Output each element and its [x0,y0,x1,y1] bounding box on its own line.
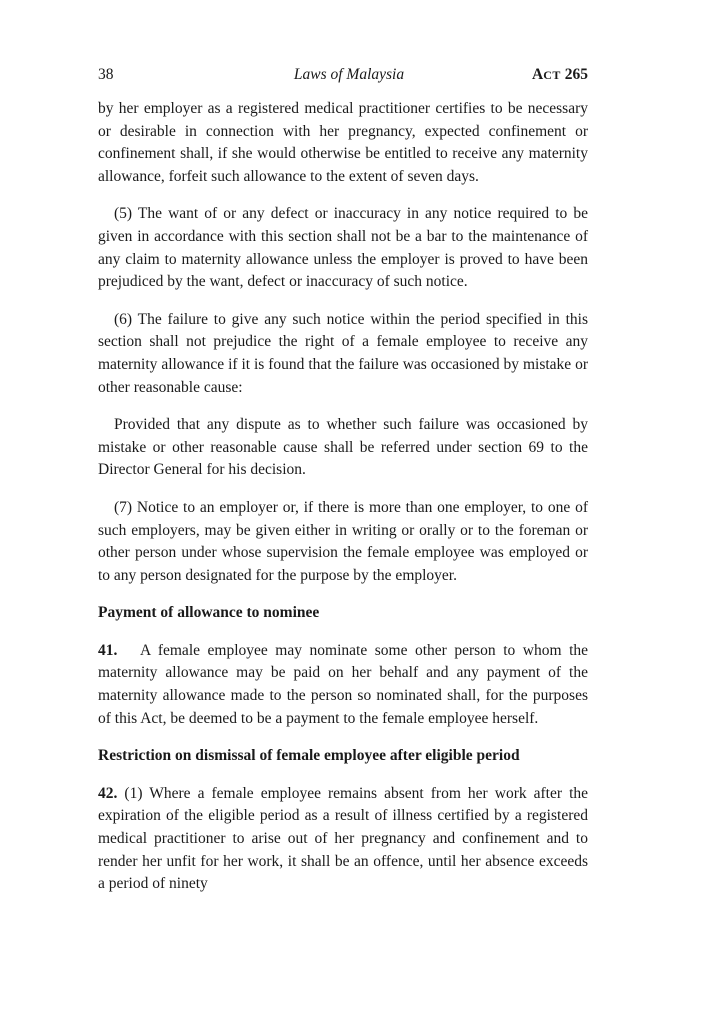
section-41-number: 41. [98,641,118,659]
act-prefix: A [532,66,544,83]
section-42-text: (1) Where a female employee remains absent from her work after the expiration of the eligible period as a result of illness certified by a registered medical practitioner to arise out of her pregnancy and confinement and to render her unfit for her work, it shall be an offence, until her absence exceeds a period of ninety [98,784,589,893]
section-42 [98,783,588,896]
act-label [532,66,588,84]
act-number: 265 [564,66,588,83]
subsection-6: (6) The failure to give any such notice within the period specified in this section shall not prejudice the right of a female employee to receive any maternity allowance if it is found that the failure was occasioned by mistake or other reasonable cause: [98,310,588,396]
section-heading-41: Payment of allowance to nominee [98,604,320,622]
act-small-caps: CT [543,68,561,82]
page-header [98,66,588,90]
page-number: 38 [98,66,114,83]
running-title: Laws of Malaysia [293,66,405,83]
section-41 [98,640,588,730]
subsection-5: (5) The want of or any defect or inaccuracy in any notice required to be given in accordance with this section shall not be a bar to the maintenance of any claim to maternity allowance unless the employer is proved to have been prejudiced by the want, defect or inaccuracy of such notice. [98,205,588,291]
section-41-text: A female employee may nominate some other person to whom the maternity allowance may be paid on her behalf and any payment of the maternity allowance made to the person so nominated shall, for the purposes of this Act, be deemed to be a payment to the female employee herself. [98,641,589,727]
document-page [98,66,588,896]
section-heading-42: Restriction on dismissal of female employee after eligible period [98,747,520,765]
subsection-7: (7) Notice to an employer or, if there is more than one employer, to one of such employers, may be given either in writing or orally or to the foreman or other person under whose supervision the female employee was employed or to any person designated for the purpose by the employer. [98,498,588,584]
section-42-number: 42. [98,784,118,802]
proviso: Provided that any dispute as to whether such failure was occasioned by mistake or other reasonable cause shall be referred under section 69 to the Director General for his decision. [98,416,588,479]
continued-paragraph: by her employer as a registered medical practitioner certifies to be necessary or desirable in connection with her pregnancy, expected confinement or confinement shall, if she would otherwise be entitled to receive any maternity allowance, forfeit such allowance to the extent of seven days. [98,100,588,185]
